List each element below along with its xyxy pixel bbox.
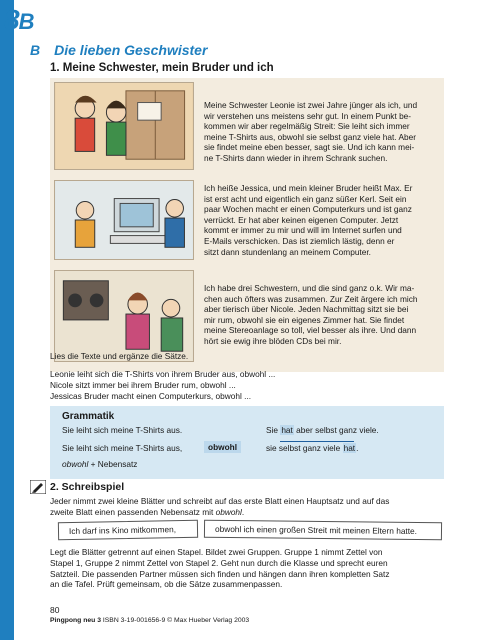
exercise2-title: 2. Schreibspiel — [50, 481, 125, 493]
pencil-icon — [30, 480, 46, 494]
exercise1-title: 1. Meine Schwester, mein Bruder und ich — [50, 62, 274, 74]
grammar-main-clause-2: Sie leiht sich meine T-Shirts aus, — [62, 443, 183, 453]
exercise2-intro: Jeder nimmt zwei kleine Blätter und schreibt auf das erste Blatt einen Hauptsatz und auf das zweite Blatt einen passenden Nebensatz mit obwohl. — [50, 496, 390, 517]
illustration-stereo — [54, 270, 194, 362]
grammar-second-clause: Sie hat aber selbst ganz viele. — [266, 425, 379, 435]
paper-slip-main-clause: Ich darf ins Kino mitkommen, — [58, 520, 198, 540]
sentence: Nicole sitzt immer bei ihrem Bruder rum, obwohl ... — [50, 380, 236, 390]
text-jessica: Ich heiße Jessica, und mein kleiner Bruder heißt Max. Er ist erst acht und eigentlich ein ganz süßer Kerl. Seit ein paar Wochen macht er einen Computerkurs und ist ganz verrückt. Er hat aber keinen eigenen Computer. Jetzt kommt er immer zu mir und will im Internet surfen und E-Mails verschicken. Das ist ziemlich lästig, denn er sitzt dann stundenlang an meinem Computer. — [204, 183, 413, 257]
sentence: Jessicas Bruder macht einen Computerkurs, obwohl ... — [50, 391, 252, 401]
exercise2-instructions: Legt die Blätter getrennt auf einen Stapel. Bildet zwei Gruppen. Gruppe 1 nimmt Zettel von Stapel 1, Gruppe 2 nimmt Zettel von Stapel 2. Geht nun durch die Klasse und sprecht euren Satzteil. Die passenden Partner müssen sich finden und hängen dann ihren kompletten Satz an die Tafel. Prüft gemeinsam, ob die Sätze zusammenpassen. — [50, 547, 390, 590]
highlighted-verb: hat — [281, 425, 293, 435]
illustration-computer — [54, 180, 194, 260]
sentence: Leonie leiht sich die T-Shirts von ihrem Bruder aus, obwohl ... — [50, 369, 276, 379]
completion-sentences — [50, 369, 275, 402]
section-heading — [30, 42, 207, 58]
grammar-subordinate-clause: sie selbst ganz viele hat. — [266, 443, 359, 453]
illustration-siblings-tshirt — [54, 82, 194, 170]
grammar-note: obwohl + Nebensatz — [62, 459, 138, 469]
section-letter: B — [30, 42, 41, 58]
paper-slip-subordinate-clause: obwohl ich einen großen Streit mit meinen Eltern hatte. — [204, 520, 442, 540]
footer-credits: Pingpong neu 3 ISBN 3-19-001656-9 © Max Hueber Verlag 2003 — [50, 617, 250, 624]
unit-number: 8B — [4, 4, 34, 35]
grammar-conjunction: obwohl — [204, 441, 241, 453]
highlighted-verb: hat — [343, 443, 356, 453]
grammar-main-clause-1: Sie leiht sich meine T-Shirts aus. — [62, 425, 183, 435]
verb-position-arrow — [280, 434, 354, 442]
exercise1-task: Lies die Texte und ergänze die Sätze. — [50, 351, 189, 361]
unit-sidebar-stripe — [0, 0, 14, 640]
text-leonie: Meine Schwester Leonie ist zwei Jahre jünger als ich, und wir verstehen uns meistens sehr gut. In einem Punkt be- kommen wir aber regelmäßig Streit: Sie leiht sich immer meine T-Shirts aus, obwohl sie selbst ganz viele hat. Aber sie findet meine eben besser, sagt sie. Und ich kann mei- ne T-Shirts dann wieder in ihrem Schrank suchen. — [204, 100, 418, 163]
page-number: 80 — [50, 605, 60, 615]
grammar-title: Grammatik — [62, 411, 115, 422]
text-nicole: Ich habe drei Schwestern, und die sind ganz o.k. Wir ma- chen auch öfters was zusammen. Zur Zeit ärgere ich mich aber tierisch über Nicole. Jeden Nachmittag sitzt sie bei mir rum, obwohl sie ein eigenes Zimmer hat. Sie findet meine Stereoanlage so toll, viel besser als ihre. Und dann hört sie ewig ihre blöden CDs bei mir. — [204, 283, 418, 346]
section-title: Die lieben Geschwister — [54, 42, 208, 58]
